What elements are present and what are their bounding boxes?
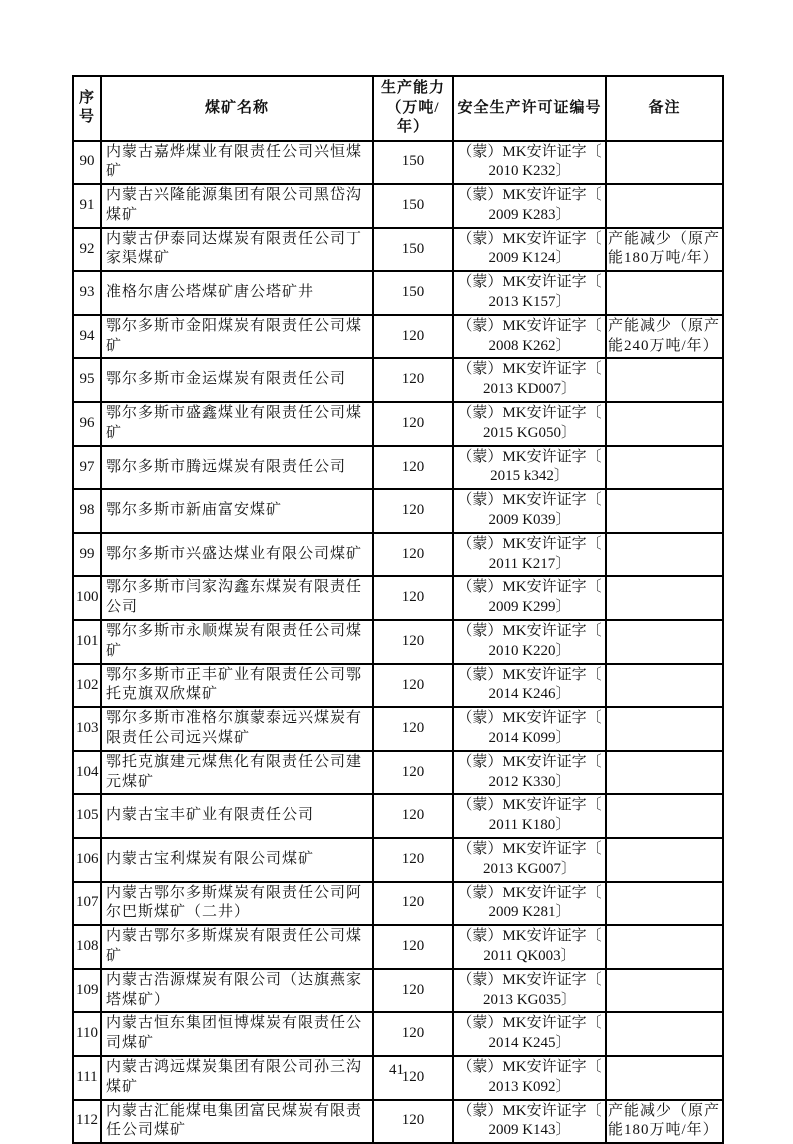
- row-index-cell: 109: [73, 969, 101, 1013]
- remark-cell: 产能减少（原产能240万吨/年）: [606, 315, 723, 359]
- table-row: [73, 664, 723, 708]
- mine-name-cell: 内蒙古嘉烨煤业有限责任公司兴恒煤矿: [101, 141, 373, 185]
- row-index-cell: 108: [73, 925, 101, 969]
- table-row: [73, 228, 723, 272]
- license-cell: [453, 751, 606, 795]
- remark-cell: [606, 751, 723, 795]
- remark-cell: [606, 141, 723, 185]
- license-cell: [453, 620, 606, 664]
- capacity-cell: 120: [373, 969, 453, 1013]
- row-index-cell: 103: [73, 707, 101, 751]
- license-line1: （蒙）MK安许证字〔: [457, 1058, 602, 1075]
- license-line2: 2009 K124〕: [488, 250, 571, 267]
- license-line2: 2015 KG050〕: [483, 424, 576, 441]
- license-cell: [453, 794, 606, 838]
- license-line2: 2013 KG007〕: [483, 860, 576, 877]
- row-index-cell: 96: [73, 402, 101, 446]
- mine-name-cell: 内蒙古兴隆能源集团有限公司黑岱沟煤矿: [101, 184, 373, 228]
- capacity-cell: 120: [373, 489, 453, 533]
- row-index-cell: 94: [73, 315, 101, 359]
- table-row: [73, 794, 723, 838]
- mine-name-cell: 内蒙古宝利煤炭有限公司煤矿: [101, 838, 373, 882]
- license-line1: （蒙）MK安许证字〔: [457, 623, 602, 640]
- capacity-cell: 120: [373, 838, 453, 882]
- header-remark: [606, 76, 723, 141]
- table-row: [73, 402, 723, 446]
- table-row: [73, 751, 723, 795]
- header-license: [453, 76, 606, 141]
- license-cell: [453, 271, 606, 315]
- license-cell: [453, 969, 606, 1013]
- license-cell: [453, 1100, 606, 1144]
- license-line1: （蒙）MK安许证字〔: [457, 317, 602, 334]
- license-line1: （蒙）MK安许证字〔: [457, 143, 602, 160]
- capacity-cell: 150: [373, 184, 453, 228]
- row-index-cell: 106: [73, 838, 101, 882]
- row-index-cell: 90: [73, 141, 101, 185]
- license-cell: [453, 925, 606, 969]
- license-line2: 2009 K299〕: [488, 599, 571, 616]
- capacity-cell: 120: [373, 882, 453, 926]
- license-cell: [453, 358, 606, 402]
- table-row: [73, 838, 723, 882]
- license-line2: 2009 K143〕: [488, 1122, 571, 1139]
- remark-cell: [606, 969, 723, 1013]
- mine-name-cell: 内蒙古鸿远煤炭集团有限公司孙三沟煤矿: [101, 1056, 373, 1100]
- license-cell: [453, 402, 606, 446]
- capacity-cell: 120: [373, 794, 453, 838]
- capacity-cell: 150: [373, 141, 453, 185]
- license-cell: [453, 489, 606, 533]
- remark-cell: 产能减少（原产能180万吨/年）: [606, 1100, 723, 1144]
- license-line2: 2010 K232〕: [488, 163, 571, 180]
- table-row: [73, 446, 723, 490]
- table-row: [73, 707, 723, 751]
- license-line2: 2013 K092〕: [488, 1078, 571, 1095]
- capacity-cell: 120: [373, 533, 453, 577]
- mine-name-cell: 内蒙古鄂尔多斯煤炭有限责任公司煤矿: [101, 925, 373, 969]
- remark-cell: [606, 576, 723, 620]
- header-remark-label: 备注: [648, 99, 681, 116]
- mine-name-cell: 内蒙古浩源煤炭有限公司（达旗燕家塔煤矿）: [101, 969, 373, 1013]
- mine-name-cell: 内蒙古鄂尔多斯煤炭有限责任公司阿尔巴斯煤矿（二井）: [101, 882, 373, 926]
- capacity-cell: 120: [373, 925, 453, 969]
- capacity-cell: 150: [373, 271, 453, 315]
- remark-cell: [606, 533, 723, 577]
- license-line2: 2011 K217〕: [488, 555, 571, 572]
- mine-name-cell: 鄂托克旗建元煤焦化有限责任公司建元煤矿: [101, 751, 373, 795]
- license-line2: 2014 K246〕: [488, 686, 571, 703]
- row-index-cell: 111: [73, 1056, 101, 1100]
- license-cell: [453, 707, 606, 751]
- mine-name-cell: 鄂尔多斯市金阳煤炭有限责任公司煤矿: [101, 315, 373, 359]
- mine-name-cell: 内蒙古宝丰矿业有限责任公司: [101, 794, 373, 838]
- remark-cell: [606, 358, 723, 402]
- license-cell: [453, 446, 606, 490]
- license-line1: （蒙）MK安许证字〔: [457, 753, 602, 770]
- remark-cell: [606, 402, 723, 446]
- license-line1: （蒙）MK安许证字〔: [457, 187, 602, 204]
- remark-cell: [606, 184, 723, 228]
- row-index-cell: 91: [73, 184, 101, 228]
- remark-cell: [606, 707, 723, 751]
- license-line1: （蒙）MK安许证字〔: [457, 448, 602, 465]
- mine-name-cell: 鄂尔多斯市闫家沟鑫东煤炭有限责任公司: [101, 576, 373, 620]
- table-row: [73, 184, 723, 228]
- license-line2: 2013 KD007〕: [483, 381, 576, 398]
- mine-name-cell: 鄂尔多斯市兴盛达煤业有限公司煤矿: [101, 533, 373, 577]
- remark-cell: [606, 838, 723, 882]
- license-cell: [453, 315, 606, 359]
- table-row: [73, 271, 723, 315]
- mine-name-cell: 鄂尔多斯市腾远煤炭有限责任公司: [101, 446, 373, 490]
- license-line1: （蒙）MK安许证字〔: [457, 274, 602, 291]
- remark-cell: [606, 446, 723, 490]
- capacity-cell: 120: [373, 620, 453, 664]
- mine-name-cell: 鄂尔多斯市金运煤炭有限责任公司: [101, 358, 373, 402]
- license-cell: [453, 882, 606, 926]
- row-index-cell: 100: [73, 576, 101, 620]
- table-row: [73, 925, 723, 969]
- license-cell: [453, 228, 606, 272]
- license-line2: 2012 K330〕: [488, 773, 571, 790]
- license-cell: [453, 1012, 606, 1056]
- capacity-cell: 120: [373, 446, 453, 490]
- header-index: [73, 76, 101, 141]
- mine-name-cell: 内蒙古伊泰同达煤炭有限责任公司丁家渠煤矿: [101, 228, 373, 272]
- table-row: [73, 533, 723, 577]
- table-row: [73, 576, 723, 620]
- license-line1: （蒙）MK安许证字〔: [457, 928, 602, 945]
- remark-cell: [606, 489, 723, 533]
- mine-name-cell: 鄂尔多斯市永顺煤炭有限责任公司煤矿: [101, 620, 373, 664]
- license-line2: 2011 K180〕: [488, 817, 571, 834]
- license-line1: （蒙）MK安许证字〔: [457, 841, 602, 857]
- row-index-cell: 98: [73, 489, 101, 533]
- mine-name-cell: 鄂尔多斯市准格尔旗蒙泰远兴煤炭有限责任公司远兴煤矿: [101, 707, 373, 751]
- table-body: [73, 141, 723, 1144]
- license-cell: [453, 533, 606, 577]
- license-line2: 2008 K262〕: [488, 337, 571, 354]
- row-index-cell: 93: [73, 271, 101, 315]
- header-mine-name: [101, 76, 373, 141]
- remark-cell: [606, 1012, 723, 1056]
- mine-name-cell: 内蒙古恒东集团恒博煤炭有限责任公司煤矿: [101, 1012, 373, 1056]
- header-capacity: [373, 76, 453, 141]
- license-line2: 2014 K245〕: [488, 1035, 571, 1052]
- capacity-cell: 120: [373, 1100, 453, 1144]
- license-line1: （蒙）MK安许证字〔: [457, 492, 602, 509]
- license-line1: （蒙）MK安许证字〔: [457, 579, 602, 596]
- row-index-cell: 107: [73, 882, 101, 926]
- header-index-label: 序号: [78, 89, 95, 126]
- remark-cell: [606, 620, 723, 664]
- row-index-cell: 95: [73, 358, 101, 402]
- mine-name-cell: 鄂尔多斯市新庙富安煤矿: [101, 489, 373, 533]
- capacity-cell: 120: [373, 402, 453, 446]
- capacity-cell: 120: [373, 1012, 453, 1056]
- remark-cell: 产能减少（原产能180万吨/年）: [606, 228, 723, 272]
- remark-cell: [606, 882, 723, 926]
- license-line2: 2010 K220〕: [488, 642, 571, 659]
- header-capacity-line1: 生产能力: [380, 80, 445, 96]
- remark-cell: [606, 271, 723, 315]
- table-row: [73, 882, 723, 926]
- coal-mine-table: [72, 75, 724, 1144]
- license-line2: 2009 K039〕: [488, 512, 571, 529]
- mine-name-cell: 鄂尔多斯市盛鑫煤业有限责任公司煤矿: [101, 402, 373, 446]
- remark-cell: [606, 794, 723, 838]
- remark-cell: [606, 925, 723, 969]
- license-line2: 2013 K157〕: [488, 294, 571, 311]
- table-row: [73, 1012, 723, 1056]
- license-line1: （蒙）MK安许证字〔: [457, 710, 602, 727]
- license-line2: 2009 K281〕: [488, 904, 571, 921]
- license-line1: （蒙）MK安许证字〔: [457, 405, 602, 422]
- table-header-row: [73, 76, 723, 141]
- license-line1: （蒙）MK安许证字〔: [457, 971, 602, 988]
- remark-cell: [606, 664, 723, 708]
- license-line1: （蒙）MK安许证字〔: [457, 535, 602, 552]
- license-cell: [453, 184, 606, 228]
- table-row: [73, 620, 723, 664]
- header-license-label: 安全生产许可证编号: [457, 99, 602, 116]
- license-line1: （蒙）MK安许证字〔: [457, 666, 602, 683]
- row-index-cell: 92: [73, 228, 101, 272]
- license-cell: [453, 576, 606, 620]
- mine-name-cell: 内蒙古汇能煤电集团富民煤炭有限责任公司煤矿: [101, 1100, 373, 1144]
- row-index-cell: 105: [73, 794, 101, 838]
- license-line1: （蒙）MK安许证字〔: [457, 361, 602, 378]
- capacity-cell: 120: [373, 751, 453, 795]
- table-row: [73, 969, 723, 1013]
- row-index-cell: 102: [73, 664, 101, 708]
- license-cell: [453, 141, 606, 185]
- page-number: 41: [389, 1062, 404, 1078]
- license-line2: 2015 k342〕: [490, 468, 569, 485]
- row-index-cell: 97: [73, 446, 101, 490]
- capacity-cell: 120: [373, 315, 453, 359]
- license-line2: 2009 K283〕: [488, 206, 571, 223]
- capacity-cell: 150: [373, 228, 453, 272]
- row-index-cell: 101: [73, 620, 101, 664]
- header-capacity-line2: （万吨/年）: [386, 99, 440, 135]
- table-row: [73, 1100, 723, 1144]
- table-row: [73, 489, 723, 533]
- license-line2: 2011 QK003〕: [483, 947, 576, 964]
- license-cell: [453, 838, 606, 882]
- capacity-cell: 120: [373, 358, 453, 402]
- row-index-cell: 110: [73, 1012, 101, 1056]
- row-index-cell: 99: [73, 533, 101, 577]
- license-line1: （蒙）MK安许证字〔: [457, 1102, 602, 1119]
- capacity-cell: 120: [373, 576, 453, 620]
- row-index-cell: 112: [73, 1100, 101, 1144]
- license-line1: （蒙）MK安许证字〔: [457, 797, 602, 814]
- mine-name-cell: 鄂尔多斯市正丰矿业有限责任公司鄂托克旗双欣煤矿: [101, 664, 373, 708]
- capacity-cell: 120: [373, 1056, 453, 1100]
- license-line1: （蒙）MK安许证字〔: [457, 884, 602, 901]
- license-line2: 2013 KG035〕: [483, 991, 576, 1008]
- license-line1: （蒙）MK安许证字〔: [457, 230, 602, 247]
- table-row: [73, 141, 723, 185]
- license-cell: [453, 664, 606, 708]
- capacity-cell: 120: [373, 664, 453, 708]
- table-row: [73, 315, 723, 359]
- mine-name-cell: 准格尔唐公塔煤矿唐公塔矿井: [101, 271, 373, 315]
- license-line1: （蒙）MK安许证字〔: [457, 1015, 602, 1032]
- license-line2: 2014 K099〕: [488, 730, 571, 747]
- capacity-cell: 120: [373, 707, 453, 751]
- row-index-cell: 104: [73, 751, 101, 795]
- header-mine-name-label: 煤矿名称: [204, 99, 269, 116]
- table-row: [73, 358, 723, 402]
